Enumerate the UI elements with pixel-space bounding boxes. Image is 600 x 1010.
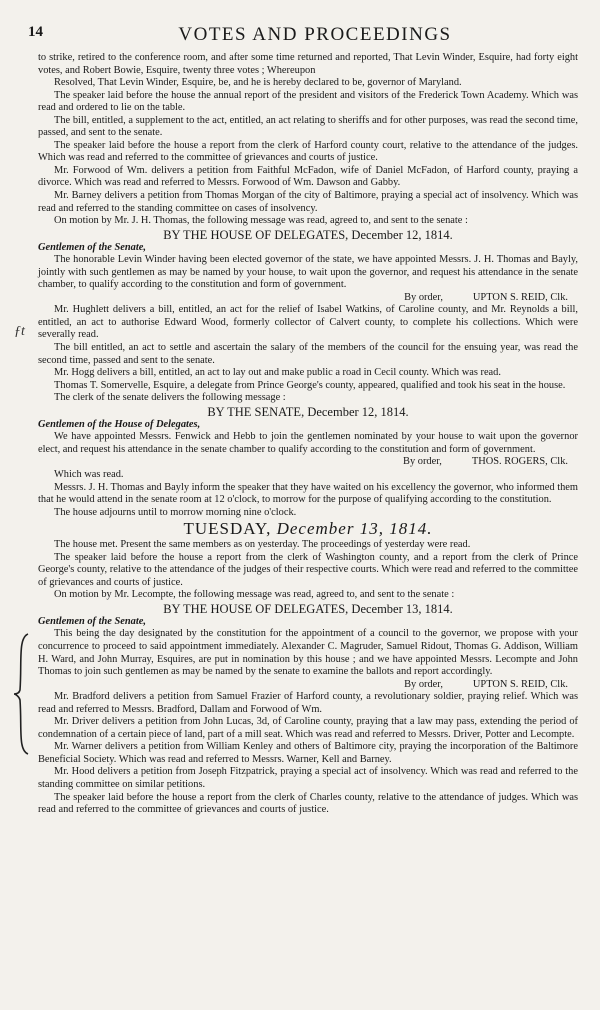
paragraph: Mr. Hogg delivers a bill, entitled, an act to lay out and make public a road in Cecil county. Which was read. [54,367,501,379]
paragraph: Resolved, That Levin Winder, Esquire, be, and he is hereby declared to be, governor of Maryland. [54,77,462,89]
paragraph: The bill entitled, an act to settle and ascertain the salary of the members of the council for the ensuing year, was read the second time, passed and sent to the senate. [38,342,578,366]
signature-by-order: By order, [404,291,443,303]
salutation: Gentlemen of the House of Delegates, [38,418,201,430]
paragraph: Mr. Barney delivers a petition from Thomas Morgan of the city of Baltimore, praying a special act of insolvency. Which was read and referred to the standing committee on cases of insolvency. [38,190,578,214]
signature-name: UPTON S. REID, Clk. [472,678,568,690]
salutation: Gentlemen of the Senate, [38,615,146,627]
signature-line [38,292,578,305]
paragraph: Mr. Driver delivers a petition from John Lucas, 3d, of Caroline county, praying that a law may pass, extending the period of condemnation of a certain piece of land, part of a mill seat. Which was read and referred to Messrs. Driver, Potter and Lecompte. [38,716,578,740]
signature-by-order: By order, [403,456,442,468]
signature-line [38,679,578,692]
paragraph: Which was read. [54,468,124,480]
day-date: December 13, 1814. [276,519,433,539]
page-header [0,24,600,50]
signature-name: UPTON S. REID, Clk. [472,291,568,303]
paragraph: Messrs. J. H. Thomas and Bayly inform the speaker that they have waited on his excellency the governor, who informed them that he would attend in the senate room at 12 o'clock, to morrow for the purpose of qualifying according to the constitution. [38,481,578,506]
message-heading: BY THE SENATE, December 12, 1814. [207,404,409,419]
day-name: TUESDAY, [183,519,272,539]
signature-by-order: By order, [404,678,443,690]
paragraph: This being the day designated by the constitution for the appointment of a council to the governor, we propose with your concurrence to proceed to said appointment immediately. Alexander C. Magruder, Samuel Ridout, Thomas G. Addison, William H. Ward, and John Murray, Esquires, are put in nomination by this house ; and we have appointed Messrs. Lecompte and John Thomas to join such gentlemen as may be named by the senate to examine the ballots and report accordingly. [38,628,578,678]
paragraph: The speaker laid before the house the annual report of the president and visitors of the Frederick Town Academy. Which was read and ordered to lie on the table. [38,89,578,114]
paragraph: Mr. Bradford delivers a petition from Samuel Frazier of Harford county, a revolutionary soldier, praying relief. Which was read and referred to Messrs. Bradford, Dallam and Forwood of Wm. [38,691,578,715]
paragraph: The speaker laid before the house a report from the clerk of Harford county court, relative to the attendance of the judges. Which was read and referred to the committee of grievances and courts of justice. [38,139,578,164]
paragraph: to strike, retired to the conference room, and after some time returned and reported, That Levin Winder, Esquire, had forty eight votes, and Robert Bowie, Esquire, twenty three votes ; Whereupon [38,52,578,76]
message-heading: BY THE HOUSE OF DELEGATES, December 13, 1814. [163,601,453,616]
paragraph: On motion by Mr. J. H. Thomas, the following message was read, agreed to, and sent to the senate : [54,215,468,227]
paragraph: The clerk of the senate delivers the following message : [54,392,286,404]
paragraph: Mr. Warner delivers a petition from William Kenley and others of Baltimore city, praying the incorporation of the Baltimore Beneficial Society. Which was read and referred to Messrs. Warner, Kell and Barney. [38,741,578,765]
paragraph: We have appointed Messrs. Fenwick and Hebb to join the gentlemen nominated by your house to wait upon the governor elect, and request his attendance in the senate chamber to qualify according to the constitution and form of government. [38,431,578,455]
paragraph: Mr. Hood delivers a petition from Joseph Fitzpatrick, praying a special act of insolvency. Which was read and referred to the standing committee on similar petitions. [38,766,578,790]
paragraph: Mr. Hughlett delivers a bill, entitled, an act for the relief of Isabel Watkins, of Caroline county, and Mr. Reynolds a bill, entitled, an act to authorise Edward Wood, formerly collector of Calvert county, to complete his collections. Which were severally read. [38,304,578,341]
day-heading [38,519,578,539]
paragraph: The bill, entitled, a supplement to the act, entitled, an act relating to sheriffs and for other purposes, was read the second time, passed, and sent to the senate. [38,114,578,139]
paragraph: Thomas T. Somervelle, Esquire, a delegate from Prince George's county, appeared, qualified and took his seat in the house. [54,379,566,391]
page-number: 14 [28,24,43,40]
message-heading: BY THE HOUSE OF DELEGATES, December 12, 1814. [163,227,453,242]
bracketed-message [38,628,578,691]
handwritten-bracket [12,632,30,756]
paragraph: The honorable Levin Winder having been elected governor of the state, we have appointed Messrs. J. H. Thomas and Bayly, jointly with such gentlemen as may be named by your house, to wait upon the governor, and request his attendance in the senate chamber, to qualify according to the constitution and form of government. [38,254,578,291]
paragraph: The speaker laid before the house a report from the clerk of Charles county, relative to the attendance of judges. Which was read and referred to the committee of grievances and courts of justice. [38,791,578,816]
paragraph: The house met. Present the same members as on yesterday. The proceedings of yesterday were read. [54,539,471,551]
signature-line [38,456,578,469]
signature-name: THOS. ROGERS, Clk. [471,456,568,468]
paragraph: Mr. Forwood of Wm. delivers a petition from Faithful McFadon, wife of Daniel McFadon, of Harford county, praying a divorce. Which was read and referred to Messrs. Forwood of Wm. Dawson and Gabby. [38,164,578,189]
paragraph: The speaker laid before the house a report from the clerk of Washington county, and a report from the clerk of Prince George's county, relative to the attendance of the judges of their respective courts. Which were read and referred to the committee of grievances and courts of justice. [38,551,578,588]
running-title: VOTES AND PROCEEDINGS [178,24,452,45]
paragraph: The house adjourns until to morrow morning nine o'clock. [54,506,297,518]
salutation: Gentlemen of the Senate, [38,241,146,253]
document-body [38,52,578,817]
paragraph: On motion by Mr. Lecompte, the following message was read, agreed to, and sent to the senate : [54,589,455,601]
margin-pen-mark: ƒt [14,324,25,339]
